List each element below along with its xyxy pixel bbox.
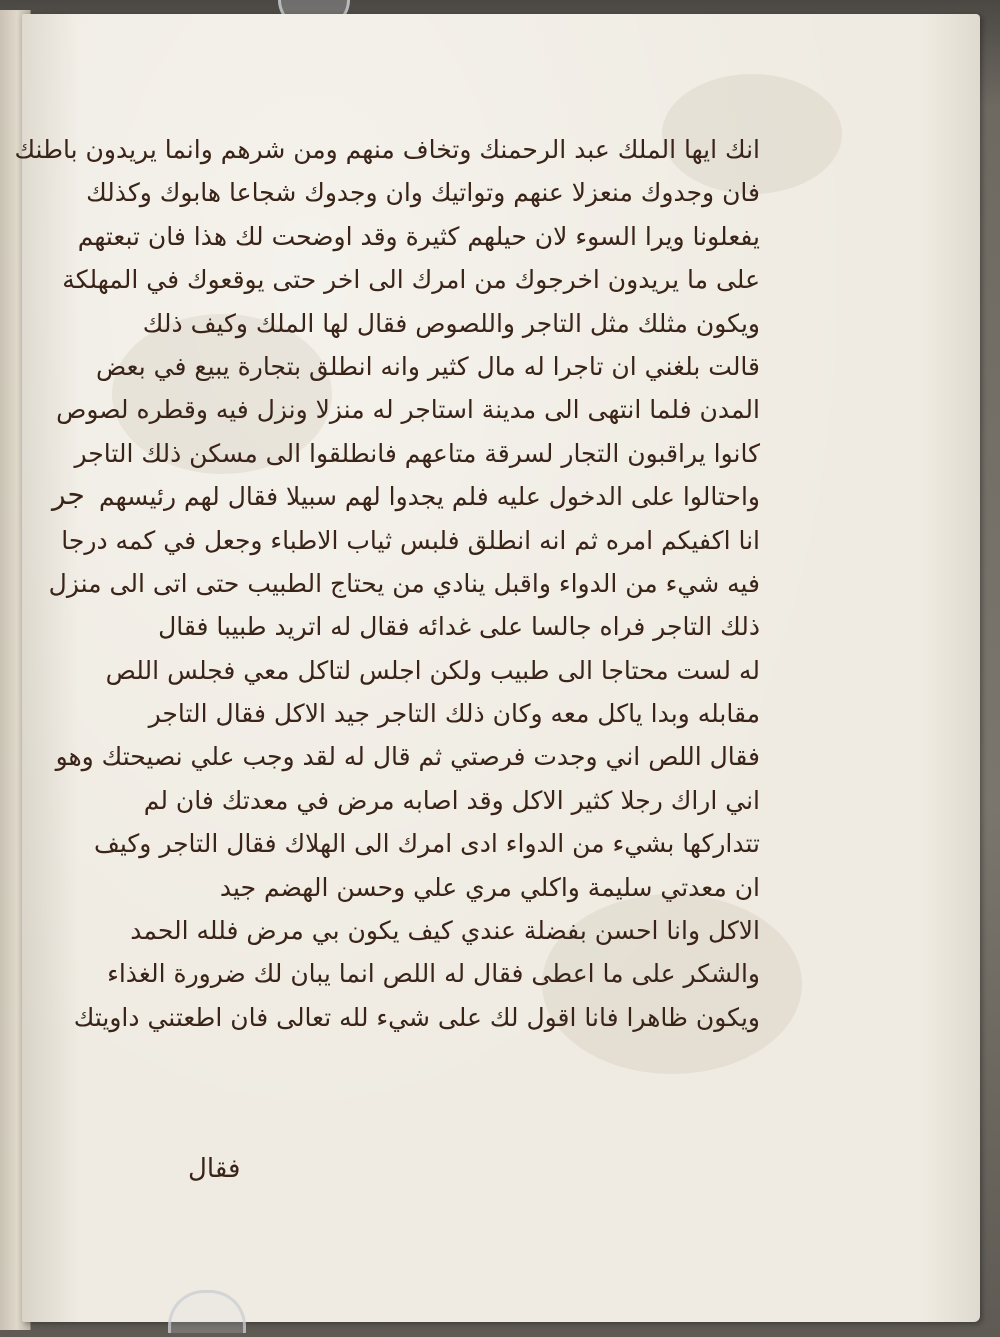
text-line: فيه شيء من الدواء واقبل ينادي من يحتاج الطبيب حتى اتى الى منزل — [48, 568, 760, 598]
text-line: والشكر على ما اعطى فقال له اللص انما يبان لك ضرورة الغذاء — [107, 959, 760, 989]
text-line: واحتالوا على الدخول عليه فلم يجدوا لهم سبيلا فقال لهم رئيسهم — [99, 482, 760, 512]
text-line: على ما يريدون اخرجوك من امرك الى اخر حتى يوقعوك في المهلكة — [62, 265, 760, 295]
text-line: اني اراك رجلا كثير الاكل وقد اصابه مرض في معدتك فان لم — [143, 785, 760, 815]
text-line: ويكون مثلك مثل التاجر واللصوص فقال لها الملك وكيف ذلك — [142, 308, 760, 338]
text-line: مقابله وبدا ياكل معه وكان ذلك التاجر جيد الاكل فقال التاجر — [148, 699, 760, 729]
text-line: فان وجدوك منعزلا عنهم وتواتيك وان وجدوك شجاعا هابوك وكذلك — [86, 178, 760, 208]
text-line: يفعلونا ويرا السوء لان حيلهم كثيرة وقد اوضحت لك هذا فان تبعتهم — [77, 221, 760, 251]
manuscript-text-block — [14, 128, 760, 1039]
text-line: انك ايها الملك عبد الرحمنك وتخاف منهم ومن شرهم وانما يريدون باطنك — [14, 135, 760, 164]
text-line: له لست محتاجا الى طبيب ولكن اجلس لتاكل معي فجلس اللص — [105, 655, 760, 685]
text-line: ذلك التاجر فراه جالسا على غدائه فقال له اتريد طبيبا فقال — [158, 612, 760, 642]
text-line: الاكل وانا احسن بفضلة عندي كيف يكون بي مرض فلله الحمد — [130, 916, 760, 946]
text-line: تتداركها بشيء من الدواء ادى امرك الى الهلاك فقال التاجر وكيف — [93, 829, 760, 859]
text-line: ويكون ظاهرا فانا اقول لك على شيء لله تعالى فان اطعتني داويتك — [73, 1002, 760, 1032]
text-line: فقال اللص اني وجدت فرصتي ثم قال له لقد وجب علي نصيحتك وهو — [55, 742, 760, 772]
text-line: قالت بلغني ان تاجرا له مال كثير وانه انطلق بتجارة يبيع في بعض — [96, 351, 760, 381]
catchword: فقال — [188, 1154, 241, 1184]
text-line: كانوا يراقبون التجار لسرقة متاعهم فانطلقوا الى مسكن ذلك التاجر — [74, 438, 760, 468]
text-line: المدن فلما انتهى الى مدينة استاجر له منزلا ونزل فيه وقطره لصوص — [56, 395, 760, 425]
text-line: انا اكفيكم امره ثم انه انطلق فلبس ثياب الاطباء وجعل في كمه درجا — [61, 525, 760, 555]
margin-note: جر — [52, 478, 85, 511]
text-line: ان معدتي سليمة واكلي مري علي وحسن الهضم جيد — [219, 872, 760, 902]
